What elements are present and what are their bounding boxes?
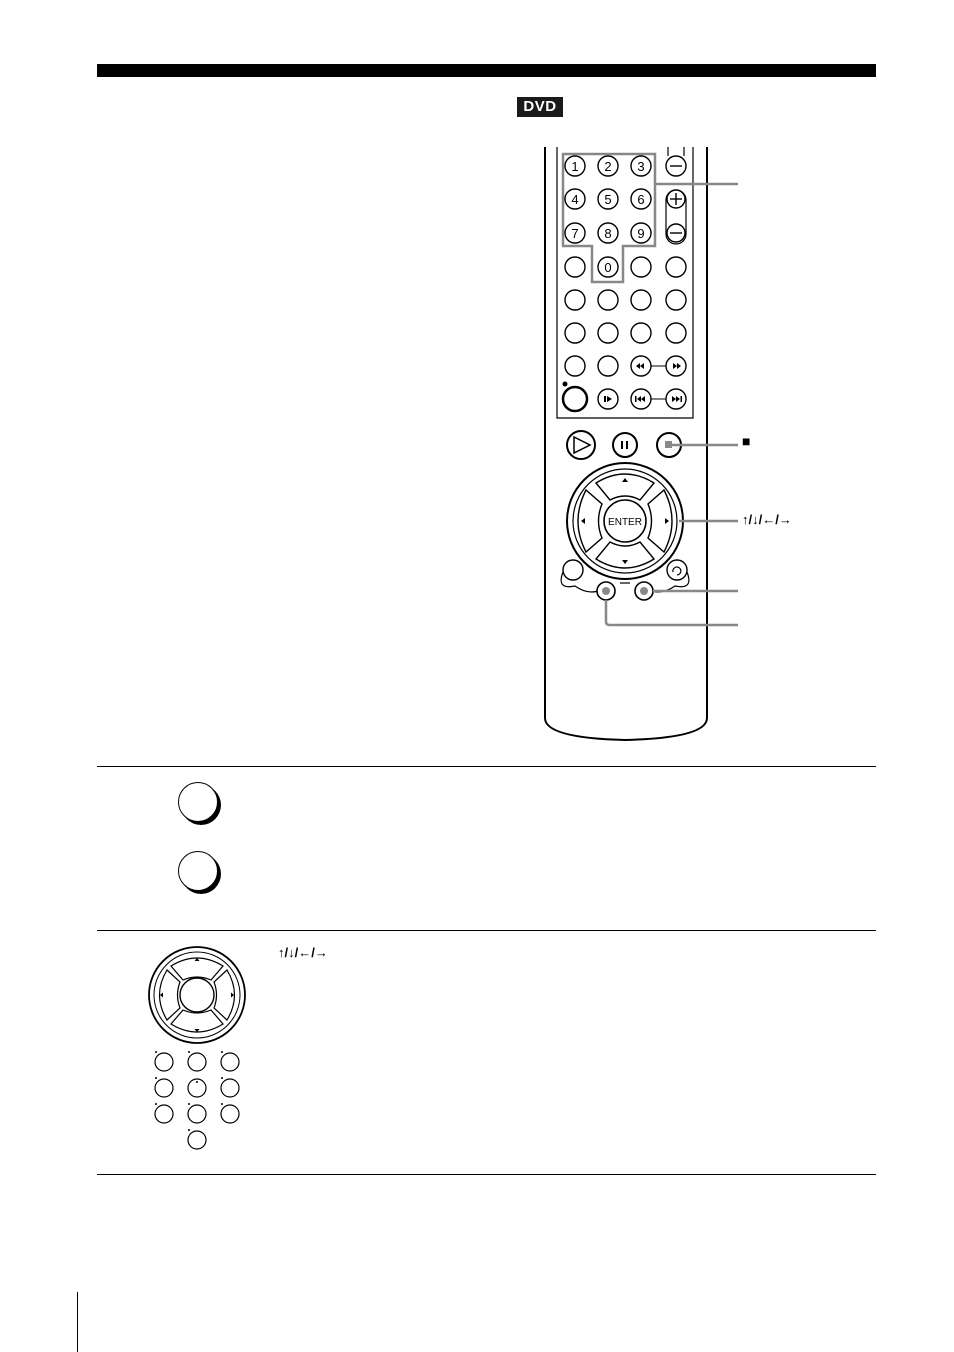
key-4-label: 4 — [571, 192, 579, 207]
page-gutter-line — [77, 1292, 78, 1352]
arrows-label: ↑/↓/←/→ — [742, 512, 792, 527]
key-5-label: 5 — [604, 192, 612, 207]
key-1-label: 1 — [571, 159, 579, 174]
dvd-badge: DVD — [517, 97, 563, 117]
key-2-label: 2 — [604, 159, 612, 174]
key-8-label: 8 — [604, 226, 612, 241]
row2-arrows-label: ↑/↓/←/→ — [278, 945, 328, 960]
row2-number-keypad — [155, 1053, 239, 1149]
key-0-label: 0 — [604, 260, 612, 275]
key-3-label: 3 — [637, 159, 645, 174]
key-6-label: 6 — [637, 192, 645, 207]
key-7-label: 7 — [571, 226, 579, 241]
stop-label: ■ — [742, 433, 751, 449]
enter-label: ENTER — [608, 517, 642, 528]
key-9-label: 9 — [637, 226, 645, 241]
